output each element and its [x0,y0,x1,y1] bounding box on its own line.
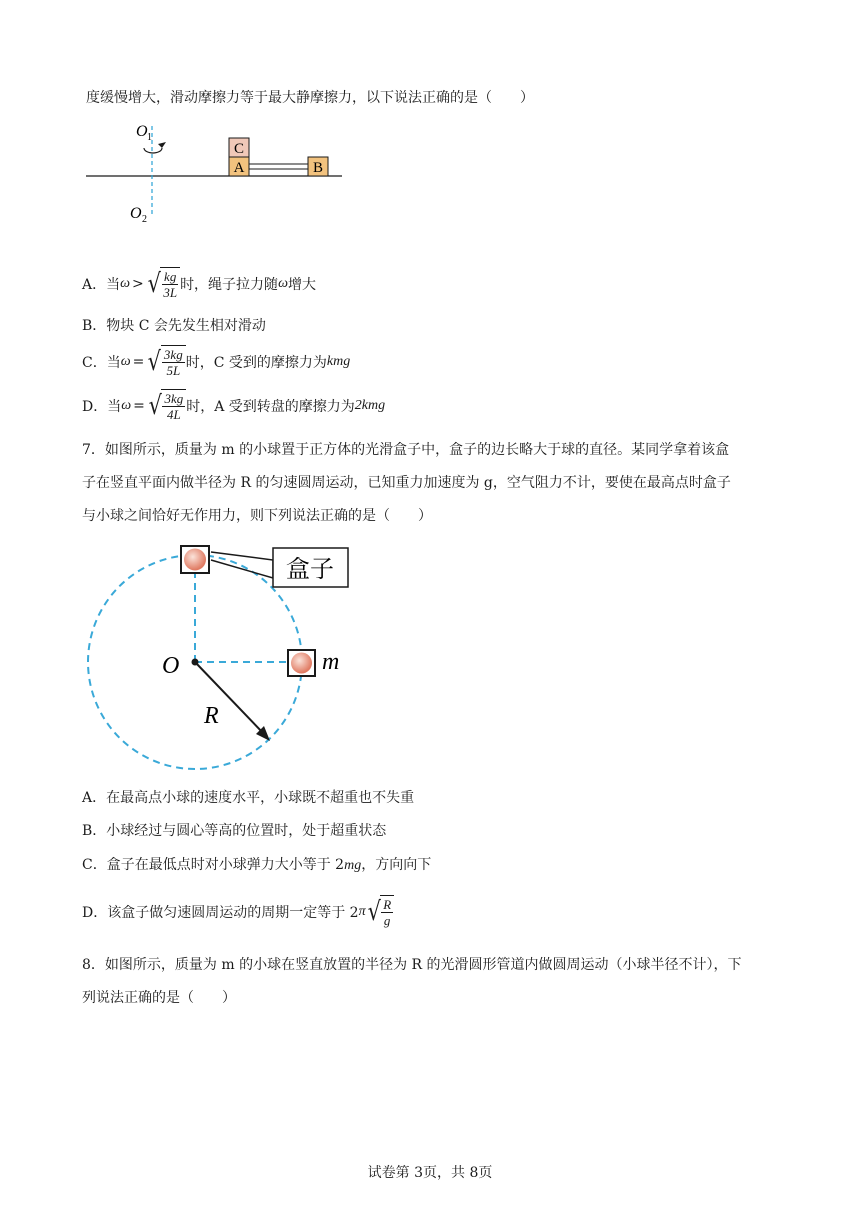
option-text: C．盒子在最低点时对小球弹力大小等于 2 [82,857,345,873]
pi-symbol: π [358,904,366,919]
frac-numerator: R [383,897,392,912]
q6-option-b [82,316,266,336]
q6-option-d [82,388,385,424]
option-label: C． [82,355,107,371]
callout-label: 盒子 [286,555,334,583]
q6-option-c [82,344,350,380]
option-text: 物块 C 会先发生相对滑动 [106,318,266,334]
sqrt-expression: √ $\frac{3kg}{4L}$ [147,389,186,423]
option-text: 当 [107,399,122,415]
label-o1-sub: 1 [147,132,152,143]
frac-numerator: 3kg [164,391,184,406]
relation-symbol: = [133,398,145,414]
frac-denominator: g [383,913,391,928]
page-footer: 试卷第 3页，共 8页 [367,1165,493,1181]
label-o1: O [136,123,148,140]
q7-option-c [82,855,431,876]
relation-symbol: > [132,276,144,292]
q7-stem-line-1: 7．如图所示，质量为 m 的小球置于正方体的光滑盒子中，盒子的边长略大于球的直径。某同学拿着该盒 [82,442,730,458]
center-label: O [162,653,180,679]
option-text: 增大 [287,277,316,293]
q7-stem-line-2: 子在竖直平面内做半径为 R 的匀速圆周运动，已知重力加速度为 g，空气阻力不计，要使在最高点时盒子 [82,475,731,491]
omega-symbol: ω [120,354,131,369]
omega-symbol: ω [278,276,288,291]
option-text: ，方向向下 [361,857,432,873]
q6-figure [80,118,350,230]
mass-label: m [322,649,340,675]
math-expression: kmg [326,354,351,369]
option-text: 当 [106,355,121,371]
block-c-label: C [233,141,245,157]
math-expression: mg [344,858,362,873]
q7-option-b: B．小球经过与圆心等高的位置时，处于超重状态 [82,823,387,839]
q8-stem-line-2: 列说法正确的是（ ） [82,990,236,1006]
label-o2: O [130,205,142,222]
frac-denominator: 3L [163,285,178,300]
q6-option-a [82,266,316,302]
sqrt-expression: √ $\frac{R}{g}$ [366,895,395,929]
option-text: D．该盒子做匀速圆周运动的周期一定等于 2 [82,905,359,921]
label-o2-sub: 2 [142,214,147,225]
option-text: 当 [106,277,121,293]
rotation-arrowhead-icon [158,142,166,148]
ball-right [291,653,312,674]
rotation-arrow-icon [144,148,162,153]
q7-option-a: A．在最高点小球的速度水平，小球既不超重也不失重 [82,790,415,806]
omega-symbol: ω [121,398,132,413]
frac-denominator: 4L [166,407,181,422]
ball-top [184,549,206,571]
math-expression: 2kmg [354,398,386,413]
sqrt-expression: √ $\frac{3kg}{5L}$ [146,345,185,379]
radius-label: R [204,703,219,729]
q7-option-d [82,894,394,930]
relation-symbol: = [132,354,145,370]
option-text: 时，绳子拉力随 [180,277,279,293]
sqrt-expression: √ $\frac{kg}{3L}$ [146,267,180,301]
frac-numerator: 3kg [163,347,183,362]
frac-numerator: kg [164,269,177,284]
q7-stem-line-3: 与小球之间恰好无作用力，则下列说法正确的是（ ） [82,508,432,524]
callout-pointer [211,552,273,578]
block-a-label: A [233,160,245,176]
frac-denominator: 5L [166,363,181,378]
option-label: A． [82,277,107,293]
option-label: D． [82,399,108,415]
omega-symbol: ω [120,276,131,291]
q8-stem-line-1: 8．如图所示，质量为 m 的小球在竖直放置的半径为 R 的光滑圆形管道内做圆周运动（小球半径不计），下 [82,957,742,973]
option-text: 时，A 受到转盘的摩擦力为 [186,399,355,415]
option-text: 时，C 受到的摩擦力为 [185,355,327,371]
block-b-label: B [312,160,324,176]
option-label: B． [82,318,107,334]
q7-figure [80,538,380,778]
q6-stem-tail: 度缓慢增大，滑动摩擦力等于最大静摩擦力，以下说法正确的是（ ） [86,90,534,106]
